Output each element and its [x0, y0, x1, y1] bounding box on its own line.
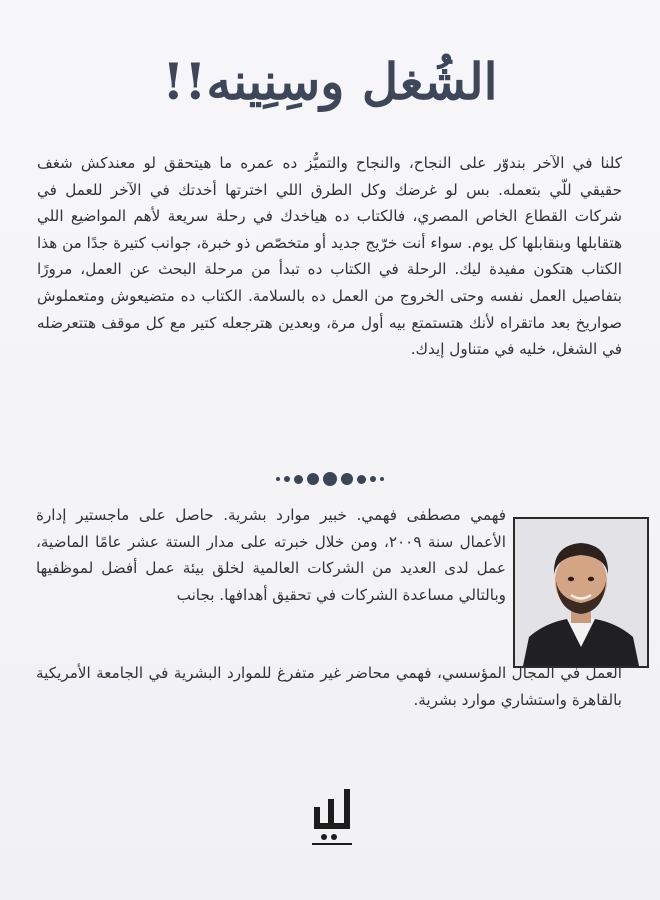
divider-dot: [294, 475, 303, 484]
author-photo: [513, 517, 649, 668]
divider-dot: [341, 473, 353, 485]
author-bio: [36, 502, 506, 608]
book-blurb: [37, 150, 622, 363]
blurb-text: كلنا في الآخر بندوّر على النجاح، والنجاح والتميُّز ده عمره ما هيتحقق لو معندكش شغف حقيقي للّي بتعمله. بس لو غرضك وكل الطرق اللي اخترتها أخدتك في الآخر للعمل في شركات القطاع الخاص المصري، فالكتاب ده هياخدك في رحلة سريعة لأهم المواضيع اللي هتقابلها وبنقابلها كل يوم. سواء أنت خرّيج جديد أو متخصّص ذو خبرة، جوانب كتيرة جدًا من هذا الكتاب هتكون مفيدة ليك. الرحلة في الكتاب ده تبدأ من مرحلة البحث عن العمل، مرورًا بتفاصيل العمل نفسه وحتى الخروج من العمل ده بالسلامة. الكتاب ده متضيعوش ومتعملوش صواريخ بعد ماتقراه لأنك هتستمتع بيه أول مرة، وبعدين هترجعله كتير مع كل موقف هتتعرضله في الشغل، خليه في متناول إيدك.: [37, 154, 622, 359]
divider-dot: [380, 477, 384, 481]
divider-dot: [357, 475, 366, 484]
divider-dot: [276, 477, 280, 481]
author-bio-continued: [36, 660, 622, 713]
author-bio-continued-text: العمل في المجال المؤسسي، فهمي محاضر غير متفرغ للموارد البشرية في الجامعة الأمريكية بالقاهرة واستشاري موارد بشرية.: [36, 664, 622, 709]
divider-dot: [323, 472, 337, 486]
divider-dot: [307, 473, 319, 485]
author-portrait-icon: [515, 519, 647, 666]
book-title: الشُغل وسِنِينه!!: [162, 52, 498, 111]
author-bio-text: فهمي مصطفى فهمي. خبير موارد بشرية. حاصل على ماجستير إدارة الأعمال سنة ٢٠٠٩، ومن خلال خبرته على مدار الستة عشر عامًا الماضية، عمل لدى العديد من الشركات العالمية لخلق بيئة عمل أفضل لموظفيها وبالتالي مساعدة الشركات في تحقيق أهدافها. بجانب: [36, 506, 506, 604]
publisher-logo: [306, 785, 358, 851]
divider-dot: [370, 476, 376, 482]
divider-dot: [284, 476, 290, 482]
dot-divider: [0, 472, 660, 486]
publisher-logo-icon: [306, 785, 358, 851]
